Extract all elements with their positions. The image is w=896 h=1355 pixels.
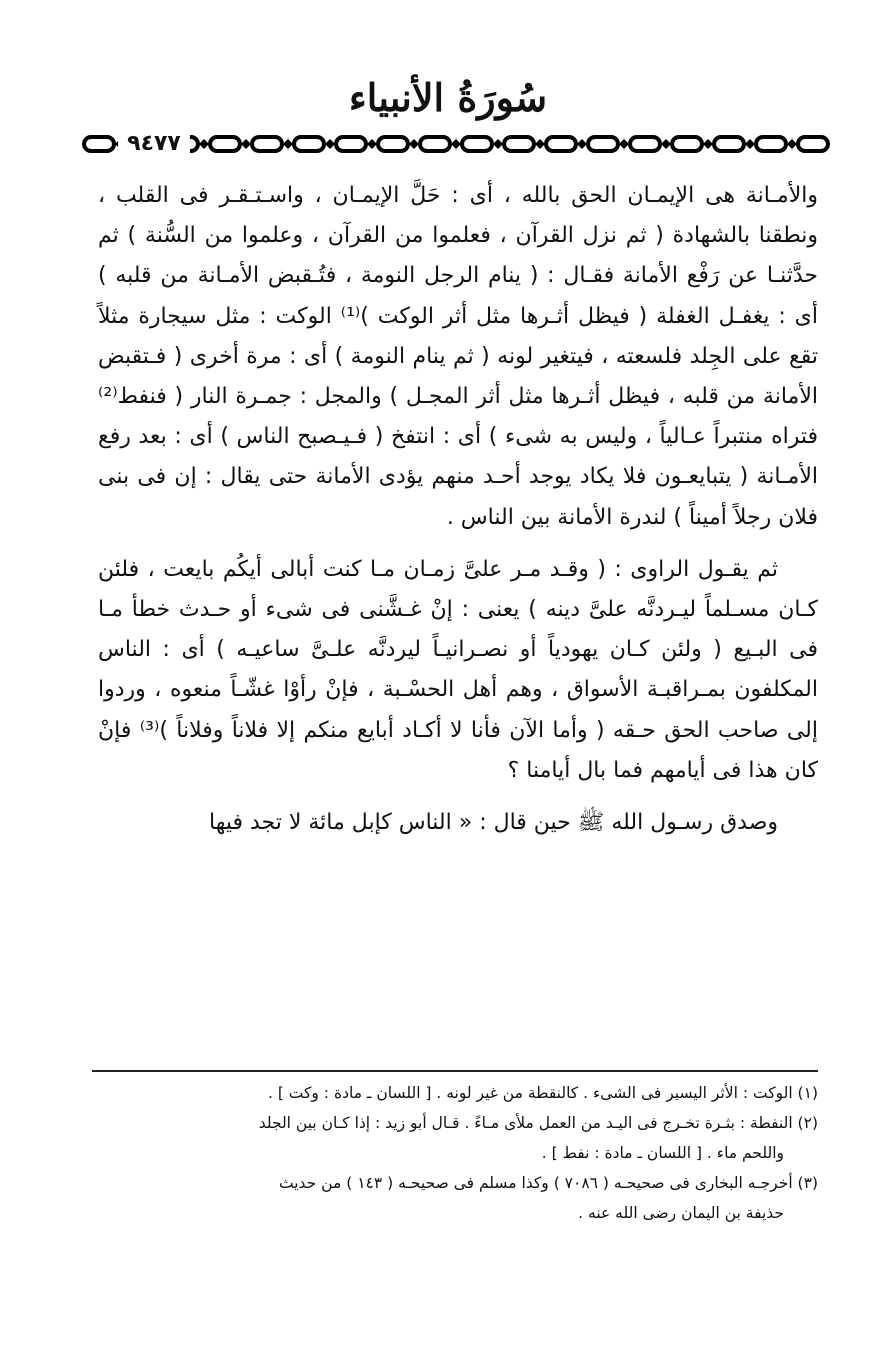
main-text	[98, 176, 818, 843]
footnote-2: (٢) النفطة : بثـرة تخـرج فى اليـد من العمل ملأى مـاءً . قـال أبو زيد : إذا كـان بين الجلد	[258, 1114, 818, 1132]
chain-link	[294, 137, 324, 151]
footnote-2-continued: واللحم ماء . [ اللسان ـ مادة : نفط ] .	[541, 1144, 784, 1162]
page-number: ٩٤٧٧	[118, 128, 190, 160]
chain-link	[672, 137, 702, 151]
surah-title: سُورَةُ الأنبياء	[348, 75, 548, 120]
footnote-3: (٣) أخرجـه البخارى فى صحيحـه ( ٧٠٨٦ ) وكذا مسلم فى صحيحـه ( ١٤٣ ) من حديث	[279, 1174, 818, 1192]
chain-diamond	[451, 139, 461, 149]
chain-diamond	[241, 139, 251, 149]
chain-link	[714, 137, 744, 151]
chain-diamond	[283, 139, 293, 149]
chain-link	[420, 137, 450, 151]
chain-link	[588, 137, 618, 151]
paragraph: والأمـانة هى الإيمـان الحق بالله ، أى : حَلَّ الإيمـان ، واسـتـقـر فى القلب ، ونطقنا بالشهادة ( ثم نزل القرآن ، فعلموا من القرآن ، وعلموا من السُّنة ) ثم حدَّثنـا عن رَفْع الأمانة فقـال : ( ينام الرجل النومة ، فتُـقبض الأمـانة من قلبه ) أى : يغفـل الغفلة ( فيظل أثـرها مثل أثر الوكت )⁽¹⁾ الوكت : مثل سيجارة مثلاً تقع على الجِلد فلسعته ، فيتغير لونه ( ثم ينام النومة ) أى : مرة أخرى ( فـتقبض الأمانة من قلبه ، فيظل أثـرها مثل أثر المجـل ) والمجل : جمـرة النار ( فنفط⁽²⁾ فتراه منتبراً عـالياً ، وليس به شىء ) أى : انتفخ ( فـيـصبح الناس ) أى : بعد رفع الأمـانة ( يتبايعـون فلا يكاد يوجد أحـد منهم يؤدى الأمانة حتى يقال : إن فى بنى فلان رجلاً أميناً ) لندرة الأمانة بين الناس .	[98, 183, 818, 530]
chain-link	[504, 137, 534, 151]
chain-diamond	[199, 139, 209, 149]
chain-diamond	[619, 139, 629, 149]
chain-link	[336, 137, 366, 151]
chain-link	[84, 137, 114, 151]
chain-link	[630, 137, 660, 151]
chain-diamond	[325, 139, 335, 149]
chain-link	[378, 137, 408, 151]
chain-link	[546, 137, 576, 151]
chain-link	[252, 137, 282, 151]
chain-diamond	[787, 139, 797, 149]
ornamental-divider	[80, 128, 836, 160]
footnote-3-continued: حذيفة بن اليمان رضى الله عنه .	[578, 1204, 784, 1222]
chain-link	[798, 137, 828, 151]
chain-diamond	[577, 139, 587, 149]
chain-link	[210, 137, 240, 151]
chain-diamond	[661, 139, 671, 149]
footnote-1: (١) الوكت : الأثر اليسير فى الشىء . كالنقطة من غير لونه . [ اللسان ـ مادة : وكت ] .	[267, 1084, 818, 1102]
chain-link	[756, 137, 786, 151]
chain-diamond	[367, 139, 377, 149]
chain-diamond	[703, 139, 713, 149]
paragraph: وصدق رسـول الله ﷺ حين قال : « الناس كإبل مائة لا تجد فيها	[208, 810, 778, 836]
chain-link	[462, 137, 492, 151]
footnote-separator	[92, 1070, 818, 1072]
footnotes	[92, 1078, 818, 1228]
paragraph: ثم يقـول الراوى : ( وقـد مـر علىَّ زمـان مـا كنت أبالى أيكُم بايعت ، فلئن كـان مسـلماً ليـردنَّه علىَّ دينه ) يعنى : إنْ غـشَّنى فى شىء أو حـدث خطأ مـا فى البـيع ( ولئن كـان يهودياً أو نصـرانيـاً ليردنَّه علـىَّ ساعيـه ) أى : الناس المكلفون بمـراقبـة الأسواق ، وهم أهل الحسْـبة ، فإنْ رأوْا غشّـاً منعوه ، وردوا إلى صاحب الحق حـقه ( وأما الآن فأنا لا أكـاد أبايع منكم إلا فلاناً وفلاناً )⁽³⁾ فإنْ كان هذا فى أيامهم فما بال أيامنا ؟	[98, 556, 818, 783]
chain-diamond	[535, 139, 545, 149]
chain-diamond	[745, 139, 755, 149]
chain-diamond	[493, 139, 503, 149]
chain-diamond	[409, 139, 419, 149]
